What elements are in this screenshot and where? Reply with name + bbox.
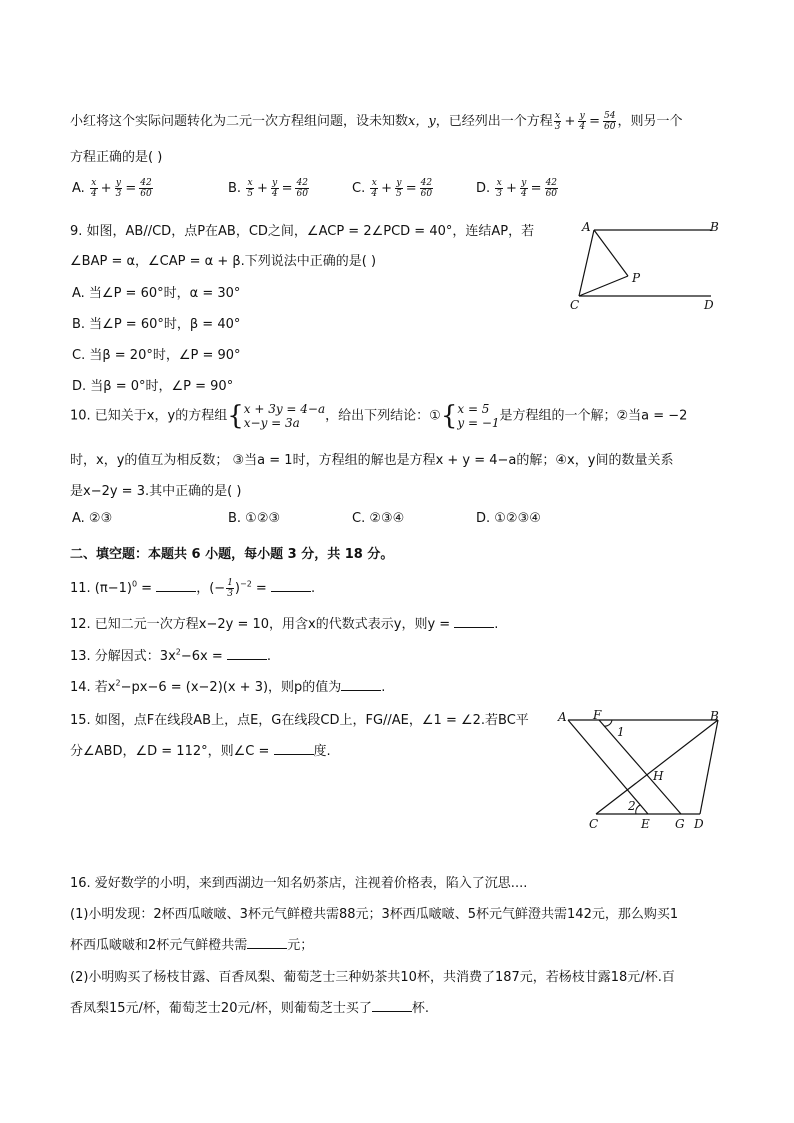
q10-stem-line1: 10. 已知关于x，y的方程组{ x + 3y = 4−a x−y = 3a ，给出下列结论：①{ x = 5 y = −1 是方程组的一个解；②当a = −2 [70,401,688,431]
q15-stem-line2: 分∠ABD，∠D = 112°，则∠C = 度. [70,744,331,759]
q10-option-d: D. ①②③④ [476,511,541,526]
q10-option-c: C. ②③④ [352,511,405,526]
label-h: H [653,769,664,783]
q10-stem-line3: 是x−2y = 3.其中正确的是( ) [70,484,242,499]
line-ac [579,230,594,296]
q16-part2-line1: (2)小明购买了杨枝甘露、百香凤梨、葡萄芝士三种奶茶共10杯，共消费了187元，若杨枝甘露18元/杯.百 [70,970,675,985]
q15-figure [556,706,736,832]
q11-blank-2[interactable] [271,579,311,592]
label-b: B [710,709,719,723]
q16-intro: 16. 爱好数学的小明，来到西湖边一知名奶茶店，注视着价格表，陷入了沉思.... [70,876,528,891]
angle-1-arc [604,720,612,726]
q13-blank[interactable] [227,647,267,660]
q10-option-a: A. ②③ [72,511,113,526]
q14: 14. 若$x^2-px-6 = (x-2)(x + 3)$，则p的值为 . [70,678,386,695]
q11: 11. $(\pi-1)^0$ = ，(− $\frac{1}{3}$ )$^{-2}$ = . [70,578,316,599]
label-c: C [589,817,599,831]
q9-option-d: D. 当β = 0°时，∠P = 90° [72,379,234,394]
q9-option-b: B. 当∠P = 60°时，β = 40° [72,317,241,332]
q10-post: 是方程组的一个解；②当a = −2 [499,408,688,424]
q16-part2-line2: 香凤梨15元/杯，葡萄芝士20元/杯，则葡萄芝士买了 杯. [70,1001,429,1016]
label-a: A [558,710,567,724]
q8-stem-line2: 方程正确的是( ) [70,150,163,165]
q8-given-frac3: $\frac{54}{60}$ [604,111,616,132]
label-p: P [632,271,641,285]
label-2: 2 [628,799,636,813]
label-b: B [710,220,719,234]
q8-stem-a: 小红将这个实际问题转化为二元一次方程组问题，设未知数 [70,114,409,129]
q16-blank-1[interactable] [247,936,287,949]
q8-stem-b: ，已经列出一个方程 [435,114,553,129]
label-d: D [704,298,714,312]
q9-figure [566,214,726,314]
q10-system: x + 3y = 4−a x−y = 3a [243,402,326,430]
q9-option-a: A. 当∠P = 60°时，α = 30° [72,286,241,301]
line-ae [568,720,648,814]
q8-given-frac1: $\frac{x}{3}$ [554,111,561,132]
q8-option-b: B. $\frac{x}{5}$ + $\frac{y}{4}$ = $\frac{42}{60}$ [228,178,308,199]
q8-given-frac2: $\frac{y}{4}$ [579,111,586,132]
label-e: E [641,817,650,831]
q8-option-a: A. $\frac{x}{4}$ + $\frac{y}{3}$ = $\frac{42}{60}$ [72,178,152,199]
q16-part1-line1: (1)小明发现：2杯西瓜啵啵、3杯元气鲜橙共需88元；3杯西瓜啵啵、5杯元气鲜澄共需142元，那么购买1 [70,907,679,922]
q12-blank[interactable] [454,615,494,628]
line-cp [579,276,628,296]
line-ap [594,230,628,276]
label-d: D [694,817,704,831]
q8-option-d: D. $\frac{x}{3}$ + $\frac{y}{4}$ = $\frac{42}{60}$ [476,178,558,199]
q14-blank[interactable] [341,678,381,691]
line-fg [599,720,681,814]
label-f: F [593,708,602,722]
q15-blank[interactable] [274,742,314,755]
label-c: C [570,298,580,312]
q8-vars: x，y [408,114,436,129]
q13: 13. 分解因式：$3x^2-6x$ = . [70,647,272,664]
q11-blank-1[interactable] [156,579,196,592]
q10-solution: x = 5 y = −1 [457,402,500,430]
q16-blank-2[interactable] [372,999,412,1012]
q9-stem-line1: 9. 如图，AB//CD，点P在AB，CD之间，∠ACP = 2∠PCD = 40°，连结AP，若 [70,224,535,239]
line-bc [596,720,718,814]
q9-option-c: C. 当β = 20°时，∠P = 90° [72,348,241,363]
q10-stem-line2: 时，x，y的值互为相反数； ③当a = 1时，方程组的解也是方程x + y = 4−a的解；④x，y间的数量关系 [70,453,674,468]
q10-option-b: B. ①②③ [228,511,281,526]
label-a: A [582,220,591,234]
section-2-heading: 二、填空题：本题共 6 小题，每小题 3 分，共 18 分。 [70,547,394,562]
label-1: 1 [617,725,625,739]
q8-stem-line1: 小红将这个实际问题转化为二元一次方程组问题，设未知数x，y，已经列出一个方程 $\frac{x}{3}$ + $\frac{y}{4}$ = $\frac{54}{60}$ ，则另一个 [70,111,683,132]
q10-mid: ，给出下列结论：① [325,408,441,424]
q8-stem-c: ，则另一个 [617,114,683,129]
label-g: G [675,817,685,831]
q9-stem-line2: ∠BAP = α，∠CAP = α + β.下列说法中正确的是( ) [70,254,377,269]
q8-option-c: C. $\frac{x}{4}$ + $\frac{y}{5}$ = $\frac{42}{60}$ [352,178,433,199]
q16-part1-line2: 杯西瓜啵啵和2杯元气鲜橙共需 元； [70,938,314,953]
angle-2-arc [636,805,640,814]
q12: 12. 已知二元一次方程x−2y = 10，用含x的代数式表示y，则y = . [70,617,499,632]
line-bd [700,720,718,814]
q15-stem-line1: 15. 如图，点F在线段AB上，点E，G在线段CD上，FG//AE，∠1 = ∠2.若BC平 [70,713,529,728]
q10-pre: 10. 已知关于x，y的方程组 [70,408,228,424]
